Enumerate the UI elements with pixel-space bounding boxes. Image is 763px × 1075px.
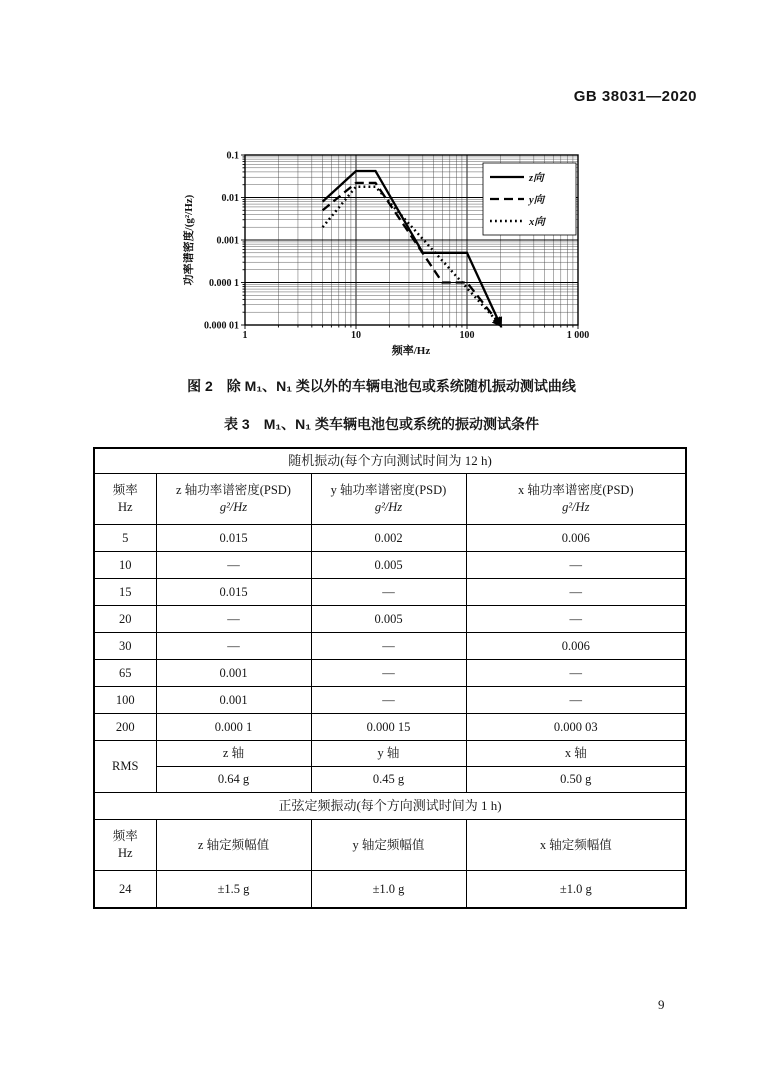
svg-text:0.01: 0.01 bbox=[221, 193, 239, 204]
y-psd-cell: 0.005 bbox=[311, 606, 466, 633]
freq-cell: 15 bbox=[94, 579, 156, 606]
col-header-y-psd bbox=[311, 474, 466, 525]
svg-text:100: 100 bbox=[459, 330, 475, 341]
y-psd-label: y 轴功率谱密度(PSD) bbox=[330, 483, 447, 498]
table-caption: 表 3 M₁、N₁ 类车辆电池包或系统的振动测试条件 bbox=[224, 416, 539, 432]
psd-chart bbox=[183, 143, 603, 358]
rms-y-value: 0.45 g bbox=[311, 767, 466, 793]
rms-label: RMS bbox=[94, 741, 156, 793]
z-psd-cell: 0.000 1 bbox=[156, 714, 311, 741]
sine-header-row bbox=[94, 820, 686, 871]
svg-text:1 000: 1 000 bbox=[566, 330, 590, 341]
x-psd-label: x 轴功率谱密度(PSD) bbox=[517, 483, 634, 498]
chart-curves bbox=[323, 171, 501, 325]
standard-number: GB 38031—2020 bbox=[573, 88, 697, 105]
sine-col-header-z: z 轴定频幅值 bbox=[156, 820, 311, 871]
x-psd-cell: 0.006 bbox=[466, 633, 686, 660]
vibration-table bbox=[93, 447, 687, 909]
sine-vibration-header: 正弦定频振动(每个方向测试时间为 1 h) bbox=[94, 793, 686, 820]
random-vibration-section-row bbox=[94, 448, 686, 474]
y-psd-cell: — bbox=[311, 633, 466, 660]
y-psd-cell: — bbox=[311, 579, 466, 606]
legend-label-z: z向 bbox=[529, 173, 544, 184]
x-psd-cell: — bbox=[466, 579, 686, 606]
legend-label-y: y向 bbox=[529, 195, 545, 206]
x-psd-cell: — bbox=[466, 687, 686, 714]
sine-x-cell: ±1.0 g bbox=[466, 871, 686, 909]
z-psd-cell: — bbox=[156, 633, 311, 660]
rms-z-value: 0.64 g bbox=[156, 767, 311, 793]
sine-y-cell: ±1.0 g bbox=[311, 871, 466, 909]
sine-col-header-frequency bbox=[94, 820, 156, 871]
svg-text:0.000 1: 0.000 1 bbox=[209, 278, 239, 289]
rms-values-row bbox=[94, 767, 686, 793]
col-header-frequency bbox=[94, 474, 156, 525]
page-number: 9 bbox=[658, 997, 665, 1012]
rms-z-axis: z 轴 bbox=[156, 741, 311, 767]
z-psd-cell: 0.001 bbox=[156, 687, 311, 714]
z-psd-cell: 0.015 bbox=[156, 579, 311, 606]
rms-axes-row bbox=[94, 741, 686, 767]
x-psd-cell: 0.006 bbox=[466, 525, 686, 552]
col-header-z-psd bbox=[156, 474, 311, 525]
svg-text:0.001: 0.001 bbox=[216, 235, 239, 247]
sine-frequency-label: 频率 bbox=[112, 829, 138, 844]
svg-text:10: 10 bbox=[351, 330, 361, 341]
rms-x-value: 0.50 g bbox=[466, 767, 686, 793]
z-psd-cell: — bbox=[156, 606, 311, 633]
freq-cell: 10 bbox=[94, 552, 156, 579]
frequency-unit: Hz bbox=[117, 500, 133, 514]
y-psd-cell: — bbox=[311, 687, 466, 714]
freq-cell: 100 bbox=[94, 687, 156, 714]
table-row bbox=[94, 525, 686, 552]
z-psd-cell: 0.015 bbox=[156, 525, 311, 552]
table-row bbox=[94, 687, 686, 714]
z-psd-unit: g²/Hz bbox=[219, 500, 248, 514]
col-header-x-psd bbox=[466, 474, 686, 525]
sine-data-row bbox=[94, 871, 686, 909]
freq-cell: 200 bbox=[94, 714, 156, 741]
psd-header-row bbox=[94, 474, 686, 525]
table-row bbox=[94, 606, 686, 633]
sine-col-header-y: y 轴定频幅值 bbox=[311, 820, 466, 871]
y-axis-title: 功率谱密度/(g²/Hz) bbox=[183, 194, 195, 286]
x-psd-cell: — bbox=[466, 552, 686, 579]
z-psd-cell: — bbox=[156, 552, 311, 579]
psd-chart-svg bbox=[183, 143, 603, 358]
y-psd-cell: 0.000 15 bbox=[311, 714, 466, 741]
svg-text:0.1: 0.1 bbox=[226, 150, 239, 162]
svg-text:0.000 01: 0.000 01 bbox=[204, 320, 239, 332]
sine-vibration-section-row bbox=[94, 793, 686, 820]
sine-freq-cell: 24 bbox=[94, 871, 156, 909]
frequency-label: 频率 bbox=[112, 483, 138, 498]
y-psd-cell: — bbox=[311, 660, 466, 687]
freq-cell: 30 bbox=[94, 633, 156, 660]
x-psd-cell: 0.000 03 bbox=[466, 714, 686, 741]
x-psd-cell: — bbox=[466, 606, 686, 633]
svg-text:1: 1 bbox=[242, 330, 248, 341]
figure-caption: 图 2 除 M₁、N₁ 类以外的车辆电池包或系统随机振动测试曲线 bbox=[187, 378, 576, 394]
table-row bbox=[94, 714, 686, 741]
table-row bbox=[94, 552, 686, 579]
table-row bbox=[94, 579, 686, 606]
z-psd-label: z 轴功率谱密度(PSD) bbox=[176, 483, 291, 498]
z-psd-cell: 0.001 bbox=[156, 660, 311, 687]
x-psd-unit: g²/Hz bbox=[562, 500, 590, 514]
sine-frequency-unit: Hz bbox=[117, 846, 133, 860]
chart-legend bbox=[483, 163, 576, 235]
table-row bbox=[94, 633, 686, 660]
table-row bbox=[94, 660, 686, 687]
x-psd-cell: — bbox=[466, 660, 686, 687]
freq-cell: 5 bbox=[94, 525, 156, 552]
y-psd-cell: 0.002 bbox=[311, 525, 466, 552]
freq-cell: 20 bbox=[94, 606, 156, 633]
y-psd-unit: g²/Hz bbox=[374, 500, 403, 514]
rms-y-axis: y 轴 bbox=[311, 741, 466, 767]
legend-label-x: x向 bbox=[529, 217, 545, 228]
random-vibration-header: 随机振动(每个方向测试时间为 12 h) bbox=[94, 448, 686, 474]
sine-col-header-x: x 轴定频幅值 bbox=[466, 820, 686, 871]
rms-x-axis: x 轴 bbox=[466, 741, 686, 767]
freq-cell: 65 bbox=[94, 660, 156, 687]
y-psd-cell: 0.005 bbox=[311, 552, 466, 579]
x-axis-title: 频率/Hz bbox=[391, 345, 431, 357]
sine-z-cell: ±1.5 g bbox=[156, 871, 311, 909]
